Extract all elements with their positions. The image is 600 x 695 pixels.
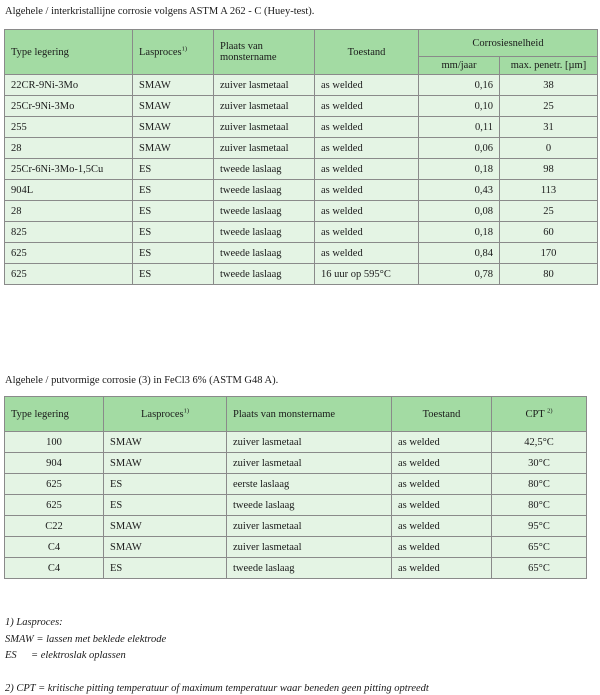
cell-alloy: 625 [5, 474, 104, 495]
fecl3-test-table [4, 396, 587, 579]
cell-condition: as welded [392, 432, 492, 453]
col-header-corrosion-rate-group: Corrosiesnelheid [419, 30, 598, 57]
table-row [5, 180, 598, 201]
cell-penetration: 0 [500, 138, 598, 159]
cell-alloy: 25Cr-6Ni-3Mo-1,5Cu [5, 159, 133, 180]
col-header-cpt: CPT $^{2)}$ [492, 397, 587, 432]
cell-penetration: 170 [500, 243, 598, 264]
cell-cpt: 30°C [492, 453, 587, 474]
col-header-condition: Toestand [392, 397, 492, 432]
cell-process: ES [133, 243, 214, 264]
cell-rate: 0,11 [419, 117, 500, 138]
cell-penetration: 80 [500, 264, 598, 285]
cell-process: SMAW [104, 432, 227, 453]
col-header-location: Plaats van monstername [214, 30, 315, 75]
cell-condition: as welded [392, 558, 492, 579]
table-row [5, 75, 598, 96]
cell-alloy: 28 [5, 138, 133, 159]
cell-rate: 0,06 [419, 138, 500, 159]
cell-location: tweede laslaag [214, 159, 315, 180]
cell-condition: as welded [392, 516, 492, 537]
cell-alloy: 28 [5, 201, 133, 222]
cell-rate: 0,18 [419, 222, 500, 243]
cell-alloy: 625 [5, 264, 133, 285]
table-row [5, 558, 587, 579]
cell-penetration: 25 [500, 201, 598, 222]
cell-penetration: 98 [500, 159, 598, 180]
cell-cpt: 95°C [492, 516, 587, 537]
cell-condition: 16 uur op 595°C [315, 264, 419, 285]
cell-location: tweede laslaag [214, 243, 315, 264]
table-row [5, 474, 587, 495]
cell-location: zuiver lasmetaal [227, 432, 392, 453]
cell-alloy: 825 [5, 222, 133, 243]
note-smaw-text: = lassen met beklede elektrode [36, 634, 167, 645]
cell-location: zuiver lasmetaal [214, 75, 315, 96]
cell-alloy: C4 [5, 558, 104, 579]
cell-process: SMAW [133, 96, 214, 117]
cell-process: ES [133, 264, 214, 285]
cell-alloy: 255 [5, 117, 133, 138]
note-1-title: 1) Lasproces: [5, 617, 63, 628]
table-row [5, 159, 598, 180]
cell-location: zuiver lasmetaal [227, 453, 392, 474]
cell-alloy: 25Cr-9Ni-3Mo [5, 96, 133, 117]
cell-condition: as welded [315, 96, 419, 117]
cell-rate: 0,16 [419, 75, 500, 96]
table-row [5, 117, 598, 138]
cell-process: SMAW [133, 138, 214, 159]
table1-caption: Algehele / interkristallijne corrosie volgens ASTM A 262 - C (Huey-test). [5, 6, 315, 17]
cell-condition: as welded [315, 117, 419, 138]
cell-location: tweede laslaag [227, 558, 392, 579]
cell-rate: 0,43 [419, 180, 500, 201]
cell-penetration: 113 [500, 180, 598, 201]
cell-rate: 0,84 [419, 243, 500, 264]
cell-condition: as welded [315, 201, 419, 222]
footnote-ref-1: 1) [183, 407, 189, 414]
col-header-location: Plaats van monstername [227, 397, 392, 432]
note-es [5, 650, 126, 661]
col-header-process: Lasproces$^{1)}$ [104, 397, 227, 432]
footnote-ref-2: 2) [547, 407, 553, 414]
cell-process: ES [133, 180, 214, 201]
table-row [5, 453, 587, 474]
cell-penetration: 38 [500, 75, 598, 96]
table2-caption: Algehele / putvormige corrosie (3) in FeCl3 6% (ASTM G48 A). [5, 375, 279, 386]
cell-process: ES [104, 474, 227, 495]
cell-alloy: C22 [5, 516, 104, 537]
cell-alloy: 22CR-9Ni-3Mo [5, 75, 133, 96]
cell-process: ES [104, 495, 227, 516]
cell-rate: 0,10 [419, 96, 500, 117]
table-row [5, 495, 587, 516]
cell-condition: as welded [392, 474, 492, 495]
table-row [5, 96, 598, 117]
cell-process: SMAW [104, 537, 227, 558]
table-row [5, 222, 598, 243]
cell-condition: as welded [315, 75, 419, 96]
cell-process: ES [133, 222, 214, 243]
col-header-alloy: Type legering [5, 397, 104, 432]
table-row [5, 516, 587, 537]
cell-location: tweede laslaag [227, 495, 392, 516]
col-header-rate: mm/jaar [419, 57, 500, 75]
cell-process: ES [133, 201, 214, 222]
huey-test-table [4, 29, 598, 285]
footnote-ref-1: 1) [181, 45, 187, 52]
cell-process: SMAW [133, 75, 214, 96]
cell-alloy: 625 [5, 243, 133, 264]
cell-alloy: 904 [5, 453, 104, 474]
table-row [5, 264, 598, 285]
cell-condition: as welded [315, 180, 419, 201]
cell-location: zuiver lasmetaal [214, 96, 315, 117]
cell-alloy: 904L [5, 180, 133, 201]
cell-cpt: 65°C [492, 537, 587, 558]
cell-condition: as welded [392, 453, 492, 474]
cell-condition: as welded [315, 159, 419, 180]
cell-condition: as welded [315, 243, 419, 264]
cell-process: ES [133, 159, 214, 180]
table-row [5, 432, 587, 453]
cell-location: zuiver lasmetaal [227, 537, 392, 558]
note-es-key: ES [5, 650, 17, 661]
cell-location: zuiver lasmetaal [214, 138, 315, 159]
table-row [5, 243, 598, 264]
cell-alloy: 625 [5, 495, 104, 516]
table-row [5, 138, 598, 159]
cell-process: SMAW [133, 117, 214, 138]
cell-condition: as welded [315, 138, 419, 159]
note-2: 2) CPT = kritische pitting temperatuur of maximum temperatuur waar beneden geen pitting optreedt [5, 683, 429, 694]
cell-rate: 0,18 [419, 159, 500, 180]
cell-location: zuiver lasmetaal [214, 117, 315, 138]
cell-rate: 0,78 [419, 264, 500, 285]
cell-alloy: C4 [5, 537, 104, 558]
cell-condition: as welded [315, 222, 419, 243]
cell-location: zuiver lasmetaal [227, 516, 392, 537]
cell-location: tweede laslaag [214, 222, 315, 243]
table-row [5, 201, 598, 222]
col-header-penetration: max. penetr. [µm] [500, 57, 598, 75]
note-smaw [5, 634, 166, 645]
cell-process: ES [104, 558, 227, 579]
cell-location: tweede laslaag [214, 201, 315, 222]
cell-condition: as welded [392, 495, 492, 516]
cell-location: tweede laslaag [214, 180, 315, 201]
cell-cpt: 65°C [492, 558, 587, 579]
note-es-text: = elektroslak oplassen [31, 650, 126, 661]
cell-location: tweede laslaag [214, 264, 315, 285]
cell-cpt: 42,5°C [492, 432, 587, 453]
note-smaw-key: SMAW [5, 634, 34, 645]
col-header-condition: Toestand [315, 30, 419, 75]
col-header-alloy: Type legering [5, 30, 133, 75]
cell-penetration: 60 [500, 222, 598, 243]
cell-location: eerste laslaag [227, 474, 392, 495]
cell-condition: as welded [392, 537, 492, 558]
table-row [5, 537, 587, 558]
cell-process: SMAW [104, 453, 227, 474]
cell-cpt: 80°C [492, 474, 587, 495]
cell-process: SMAW [104, 516, 227, 537]
cell-alloy: 100 [5, 432, 104, 453]
cell-penetration: 25 [500, 96, 598, 117]
cell-rate: 0,08 [419, 201, 500, 222]
col-header-process: Lasproces$^{1)}$ [133, 30, 214, 75]
cell-cpt: 80°C [492, 495, 587, 516]
cell-penetration: 31 [500, 117, 598, 138]
